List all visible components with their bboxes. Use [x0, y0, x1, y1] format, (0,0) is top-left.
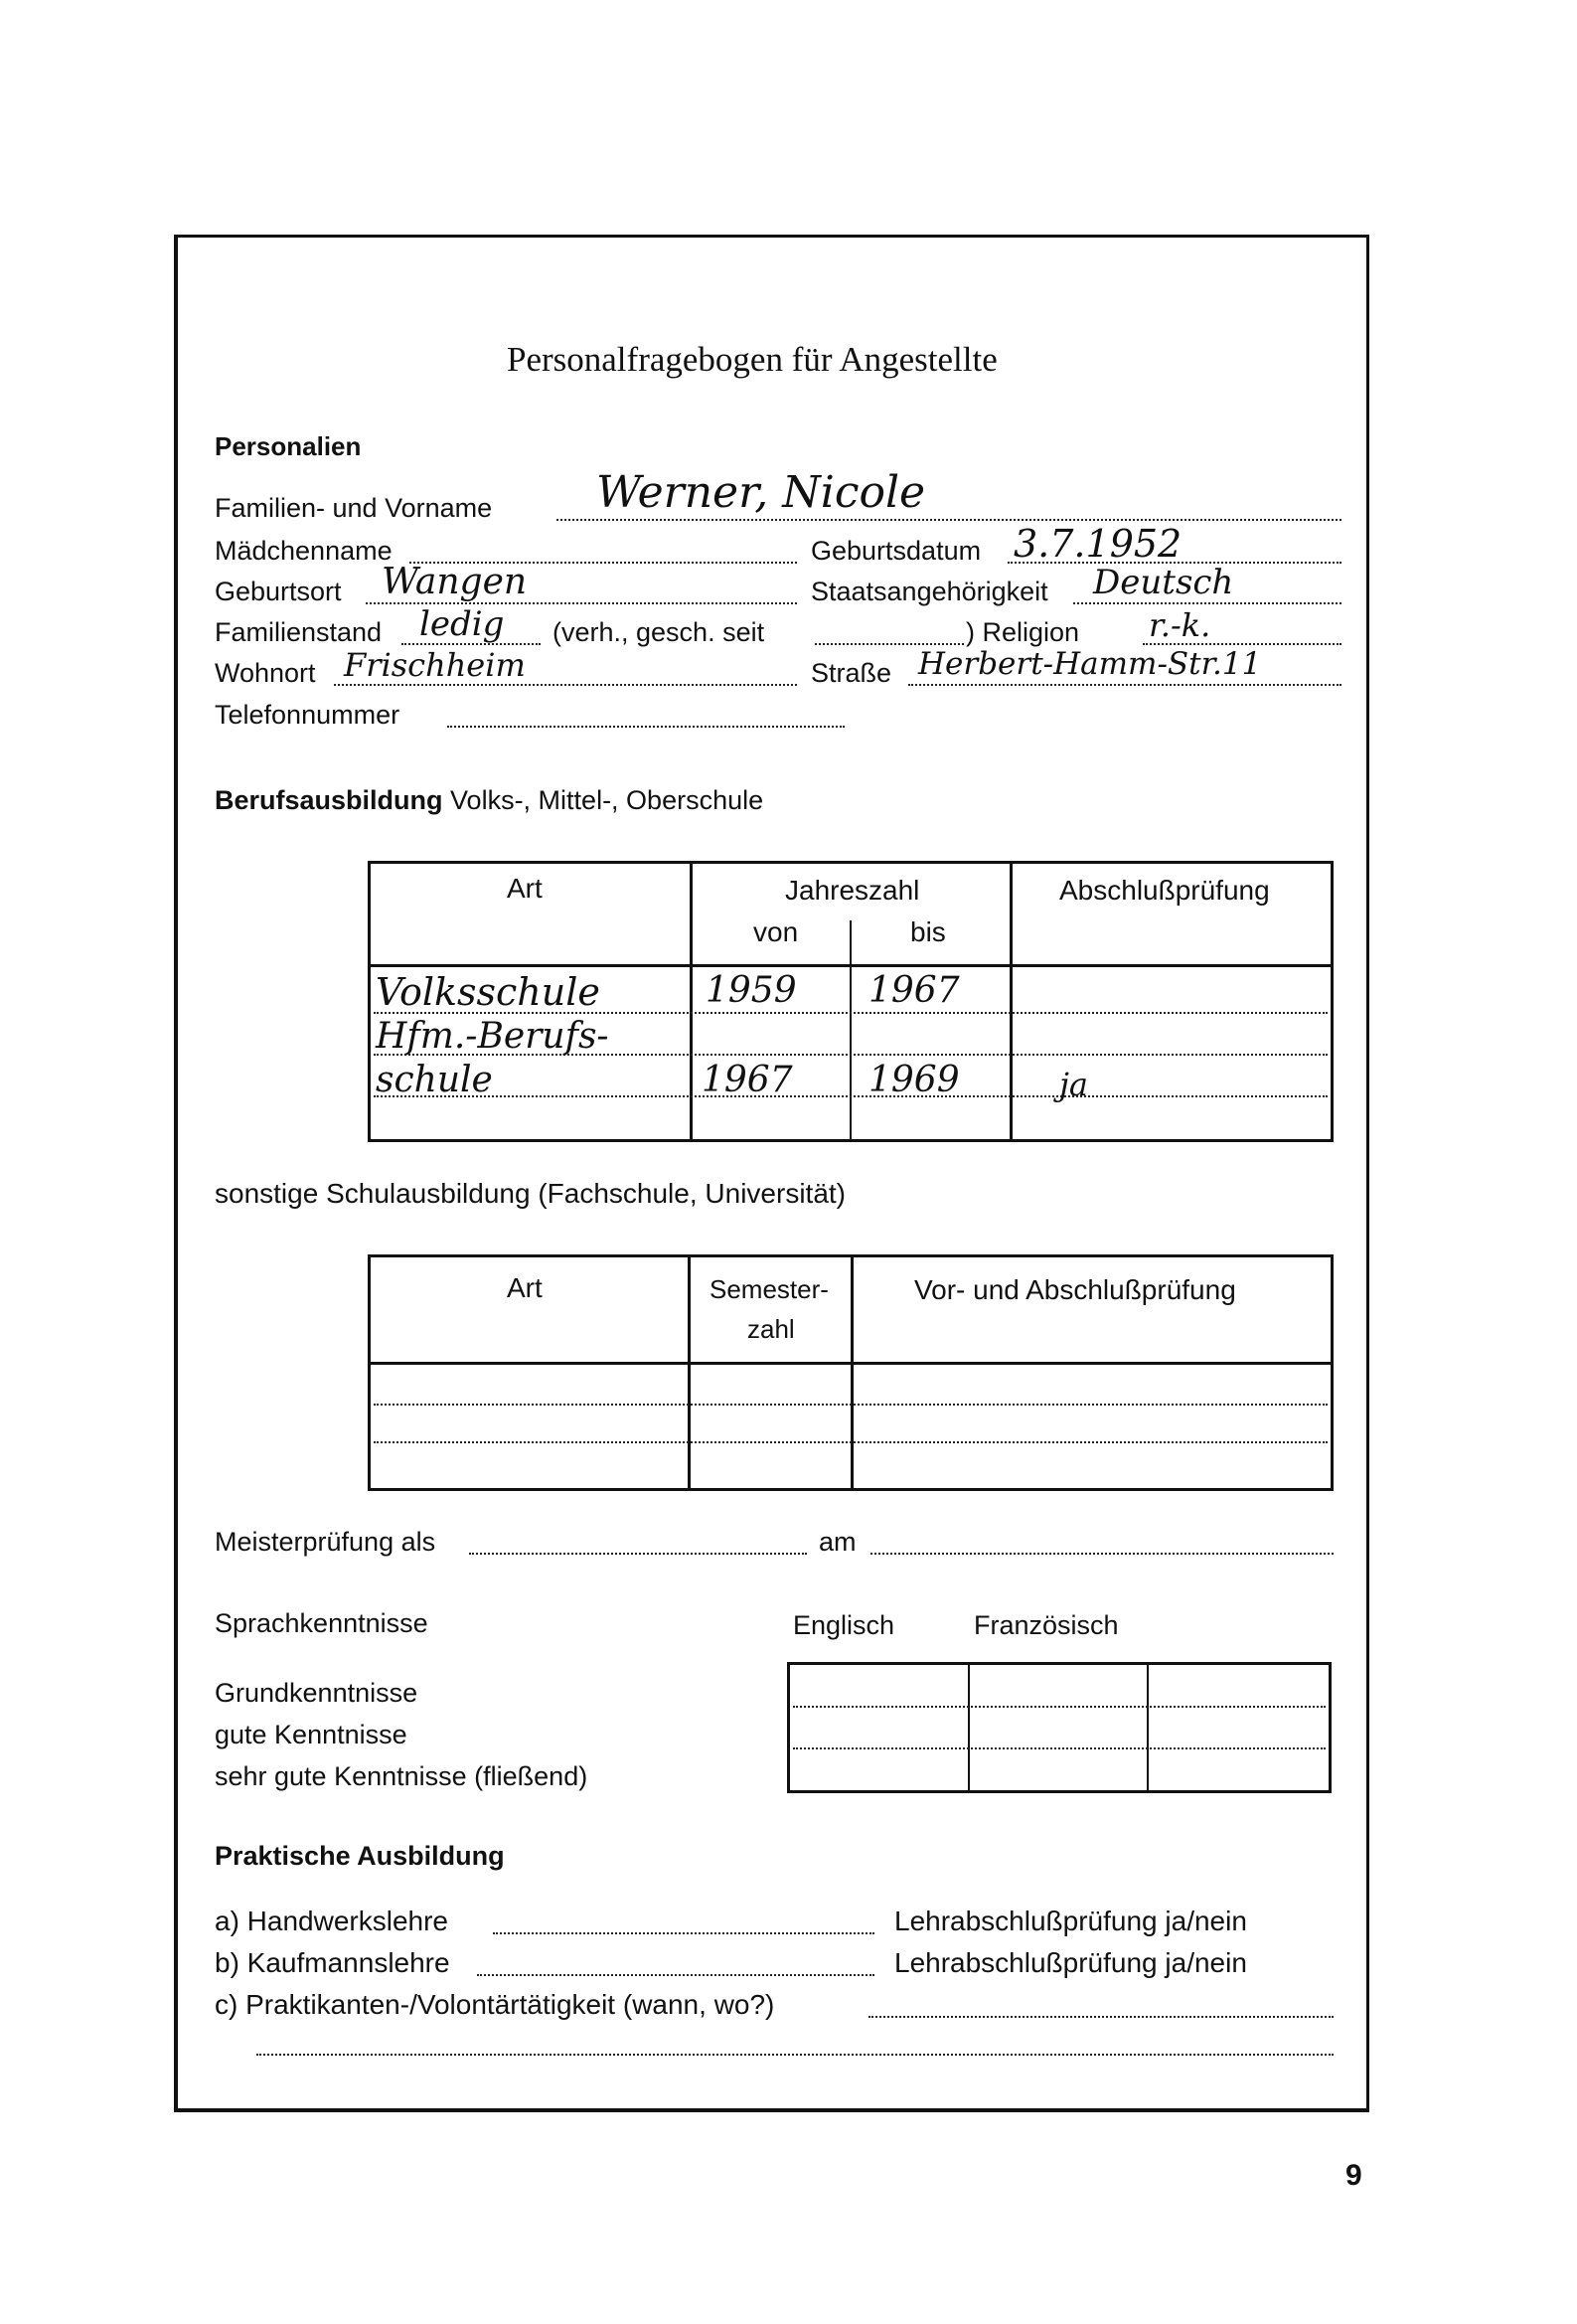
- sprach-level-gut: gute Kenntnisse: [215, 1720, 407, 1749]
- t1-row-3-line[interactable]: [374, 1095, 1328, 1097]
- familienstand-suffix: (verh., gesch. seit: [552, 617, 765, 647]
- strasse-field[interactable]: [908, 684, 1341, 686]
- t1-row-3-bis: 1969: [868, 1060, 960, 1100]
- strasse-value: Herbert-Hamm-Str.11: [918, 646, 1262, 682]
- familien-vorname-label: Familien- und Vorname: [215, 493, 493, 523]
- form-title: Personalfragebogen für Angestellte: [507, 340, 998, 379]
- sprach-col-franzoesisch: Französisch: [974, 1610, 1119, 1640]
- religion-label: ) Religion: [966, 617, 1080, 647]
- t2-col-pruefung: Vor- und Abschlußprüfung: [914, 1274, 1236, 1305]
- meister-field[interactable]: [469, 1553, 807, 1555]
- telefon-field[interactable]: [447, 726, 845, 728]
- sprach-level-sehrgut: sehr gute Kenntnisse (fließend): [215, 1761, 588, 1791]
- t1-col-divider-2: [1010, 861, 1013, 1142]
- staatsangehoerigkeit-field[interactable]: [1073, 602, 1341, 604]
- praktisch-b-suffix: Lehrabschlußprüfung ja/nein: [894, 1947, 1247, 1978]
- berufsausbildung-heading: [215, 785, 763, 816]
- page-number: 9: [1345, 2159, 1362, 2192]
- section-personalien: Personalien: [215, 431, 362, 461]
- t1-row-1-bis: 1967: [868, 970, 960, 1011]
- familienstand-value: ledig: [419, 604, 505, 644]
- familienstand-label: Familienstand: [215, 617, 383, 647]
- familien-vorname-value: Werner, Nicole: [596, 467, 926, 518]
- t1-left-border: [368, 861, 371, 1142]
- sprach-heading: Sprachkenntnisse: [215, 1608, 428, 1638]
- t1-col-divider-vonbis: [850, 920, 852, 1142]
- geburtsort-value: Wangen: [382, 562, 528, 602]
- t2-col-semester-1: Semester-: [710, 1274, 829, 1304]
- t3-bottom-border: [787, 1790, 1332, 1793]
- staatsangehoerigkeit-value: Deutsch: [1093, 563, 1234, 602]
- t3-row-1-line[interactable]: [793, 1706, 1326, 1708]
- staatsangehoerigkeit-label: Staatsangehörigkeit: [811, 577, 1048, 606]
- strasse-label: Straße: [811, 658, 892, 688]
- t2-row-1-line[interactable]: [374, 1404, 1328, 1406]
- berufsausbildung-heading-bold: Berufsausbildung: [215, 785, 443, 815]
- t1-header-divider: [368, 964, 1334, 967]
- praktisch-b-field[interactable]: [477, 1974, 874, 1976]
- praktisch-a-field[interactable]: [493, 1932, 874, 1934]
- t1-row-1-art: Volksschule: [376, 970, 600, 1014]
- t3-top-border: [787, 1662, 1332, 1665]
- praktisch-a-suffix: Lehrabschlußprüfung ja/nein: [894, 1906, 1247, 1936]
- wohnort-field[interactable]: [334, 684, 797, 686]
- geburtsdatum-label: Geburtsdatum: [811, 536, 982, 566]
- t3-row-2-line[interactable]: [793, 1747, 1326, 1749]
- meister-label: Meisterprüfung als: [215, 1527, 436, 1557]
- sprach-col-englisch: Englisch: [793, 1610, 895, 1640]
- t3-left-border: [787, 1662, 790, 1793]
- t1-col-abschluss: Abschlußprüfung: [1059, 875, 1270, 906]
- praktisch-c-field-2[interactable]: [256, 2054, 1334, 2056]
- t1-col-divider-1: [690, 861, 693, 1142]
- telefon-label: Telefonnummer: [215, 700, 400, 730]
- berufsausbildung-heading-rest: Volks-, Mittel-, Oberschule: [450, 785, 764, 815]
- t2-col-art: Art: [507, 1272, 543, 1303]
- t3-col-divider-2: [1147, 1662, 1149, 1793]
- maedchenname-label: Mädchenname: [215, 536, 393, 566]
- t1-row-3-abschluss: ja: [1059, 1066, 1088, 1103]
- t3-col-divider-1: [968, 1662, 970, 1793]
- praktisch-b-label: b) Kaufmannslehre: [215, 1947, 450, 1978]
- t1-col-art: Art: [507, 873, 543, 904]
- geburtsdatum-value: 3.7.1952: [1014, 522, 1183, 566]
- t1-row-3-art: schule: [376, 1060, 493, 1100]
- familienstand-seit-field[interactable]: [815, 643, 964, 645]
- t2-col-semester-2: zahl: [747, 1314, 795, 1344]
- t1-row-2-art: Hfm.-Berufs-: [376, 1016, 609, 1057]
- t3-right-border: [1329, 1662, 1332, 1793]
- meister-am-field[interactable]: [870, 1553, 1334, 1555]
- t1-col-bis: bis: [910, 916, 946, 947]
- t2-col-divider-2: [851, 1254, 854, 1491]
- t2-header-divider: [368, 1362, 1334, 1365]
- t1-top-border: [368, 861, 1334, 864]
- praktisch-a-label: a) Handwerkslehre: [215, 1906, 448, 1936]
- t2-row-2-line[interactable]: [374, 1441, 1328, 1443]
- geburtsort-label: Geburtsort: [215, 577, 342, 606]
- t2-right-border: [1331, 1254, 1334, 1491]
- t1-row-1-von: 1959: [706, 970, 797, 1011]
- t2-col-divider-1: [688, 1254, 691, 1491]
- t1-col-jahreszahl: Jahreszahl: [785, 875, 920, 906]
- wohnort-label: Wohnort: [215, 658, 316, 688]
- sprach-level-grund: Grundkenntnisse: [215, 1678, 418, 1708]
- praktisch-c-label: c) Praktikanten-/Volontärtätigkeit (wann, wo?): [215, 1989, 775, 2020]
- praktisch-heading: Praktische Ausbildung: [215, 1841, 505, 1871]
- praktisch-c-field[interactable]: [868, 2016, 1334, 2018]
- familien-vorname-field[interactable]: [556, 519, 1341, 521]
- t1-right-border: [1331, 861, 1334, 1142]
- t2-left-border: [368, 1254, 371, 1491]
- sonstige-heading: sonstige Schulausbildung (Fachschule, Universität): [215, 1178, 846, 1209]
- t1-row-3-von: 1967: [702, 1060, 793, 1100]
- t1-col-von: von: [753, 916, 799, 947]
- meister-am-label: am: [819, 1527, 857, 1557]
- wohnort-value: Frischheim: [344, 646, 526, 684]
- religion-value: r.-k.: [1149, 606, 1211, 644]
